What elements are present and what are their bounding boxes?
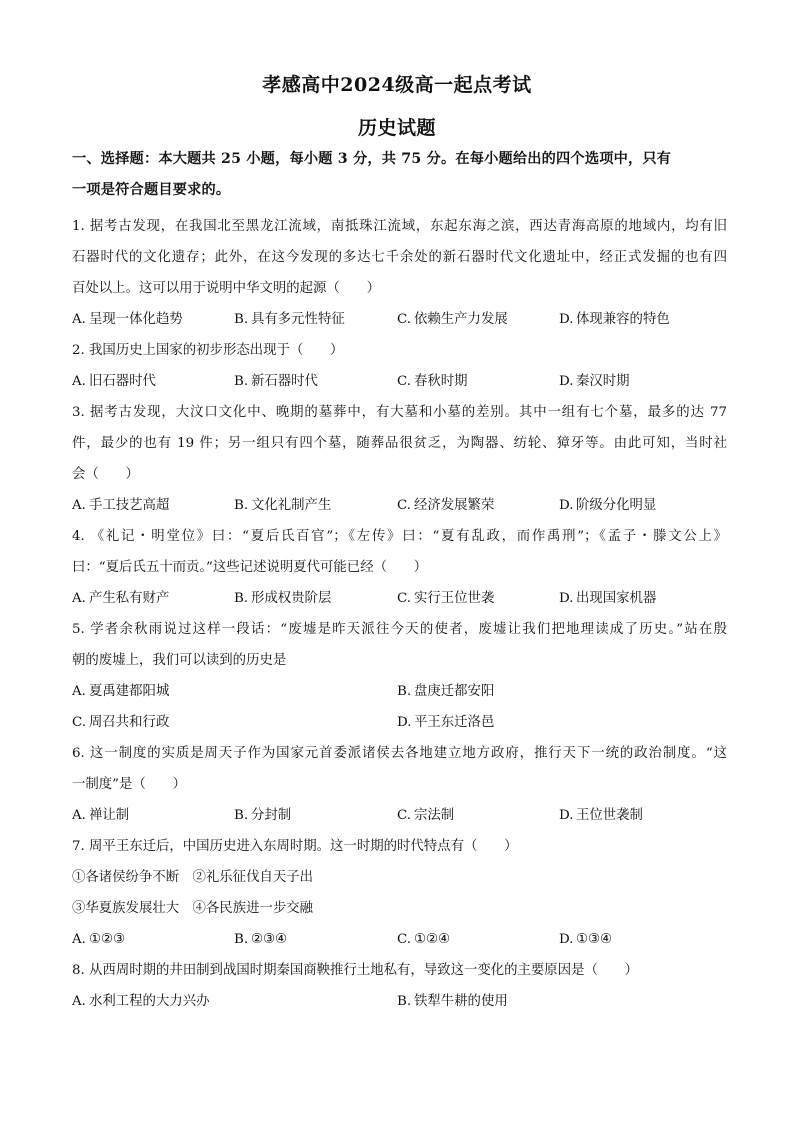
q1-stem-line-1: 1. 据考古发现，在我国北至黑龙江流域，南抵珠江流域，东起东海之滨，西达青海高原的地域内，均有旧 [72, 219, 727, 234]
q1-option-b [234, 310, 345, 330]
q6-option-d-text: 王位世袭制 [576, 808, 643, 823]
q4-option-a-text: 产生私有财产 [89, 591, 170, 606]
q3-option-d-text: 阶级分化明显 [576, 498, 657, 513]
exam-title: 孝感高中2024级高一起点考试 [262, 74, 532, 96]
q2-option-b-letter: B. [234, 374, 249, 389]
q7-option-a-letter: A. [72, 932, 86, 947]
q4-option-c [397, 589, 494, 609]
q6-option-a [72, 806, 129, 826]
q7-statements-line-2: ③华夏族发展壮大 ④各民族进一步交融 [72, 901, 314, 916]
q3-option-c-text: 经济发展繁荣 [414, 498, 495, 513]
q5-stem-line-1: 5. 学者余秋雨说过这样一段话：“废墟是昨天派往今天的使者，废墟让我们把地理读成了历史。”站在殷 [72, 622, 727, 637]
q8-option-a [72, 992, 210, 1012]
q7-option-b [234, 930, 287, 950]
q2-option-b [234, 372, 318, 392]
q8-option-a-letter: A. [72, 994, 86, 1009]
q5-option-b [397, 682, 494, 702]
q5-option-d [397, 713, 494, 733]
q1-option-d [559, 310, 670, 330]
q4-option-a [72, 589, 169, 609]
q5-option-a-text: 夏禹建都阳城 [89, 684, 170, 699]
q6-option-c-letter: C. [397, 808, 412, 823]
q1-option-c [397, 310, 508, 330]
q1-option-a [72, 310, 183, 330]
q3-option-b-letter: B. [234, 498, 249, 513]
q8-option-a-text: 水利工程的大力兴办 [89, 994, 210, 1009]
q7-option-b-letter: B. [234, 932, 249, 947]
q1-option-d-text: 体现兼容的特色 [576, 312, 670, 327]
q4-option-b-letter: B. [234, 591, 249, 606]
q1-option-a-letter: A. [72, 312, 86, 327]
q4-option-d-letter: D. [559, 591, 574, 606]
q4-option-b-text: 形成权贵阶层 [251, 591, 332, 606]
q2-option-a-letter: A. [72, 374, 86, 389]
q3-option-b [234, 496, 331, 516]
exam-subject: 历史试题 [357, 117, 436, 139]
q6-option-b-text: 分封制 [251, 808, 292, 823]
q3-option-c-letter: C. [397, 498, 412, 513]
q7-option-c-letter: C. [397, 932, 412, 947]
section-instructions-line-1: 一、选择题：本大题共 25 小题，每小题 3 分，共 75 分。在每小题给出的四个选项中，只有 [72, 151, 672, 167]
q2-option-a-text: 旧石器时代 [89, 374, 156, 389]
q5-option-a [72, 682, 169, 702]
q6-stem-line-2: 一制度”是（ ） [72, 777, 186, 792]
q7-option-a [72, 930, 125, 950]
q4-option-d [559, 589, 656, 609]
q5-option-b-letter: B. [397, 684, 412, 699]
q4-option-c-text: 实行王位世袭 [414, 591, 495, 606]
q1-option-d-letter: D. [559, 312, 574, 327]
q7-option-d [559, 930, 612, 950]
q1-option-c-letter: C. [397, 312, 412, 327]
q5-option-a-letter: A. [72, 684, 86, 699]
q1-stem-line-2: 石器时代的文化遗存；此外，在这今发现的多达七千余处的新石器时代文化遗址中，经正式发掘的也有四 [72, 250, 727, 265]
q2-option-d-letter: D. [559, 374, 574, 389]
q5-option-c [72, 713, 169, 733]
q6-option-b [234, 806, 291, 826]
q3-option-c [397, 496, 494, 516]
q7-option-a-text: ①②③ [89, 932, 126, 947]
q7-stem-line-1: 7. 周平王东迁后，中国历史进入东周时期。这一时期的时代特点有（ ） [72, 839, 518, 854]
q4-option-b [234, 589, 331, 609]
q2-stem-line-1: 2. 我国历史上国家的初步形态出现于（ ） [72, 343, 344, 358]
q3-option-a-letter: A. [72, 498, 86, 513]
q4-option-a-letter: A. [72, 591, 86, 606]
q6-option-a-letter: A. [72, 808, 86, 823]
q2-option-d [559, 372, 630, 392]
q6-option-d-letter: D. [559, 808, 574, 823]
q5-stem-line-2: 朝的废墟上，我们可以读到的历史是 [72, 653, 287, 668]
q3-option-d-letter: D. [559, 498, 574, 513]
q5-option-c-letter: C. [72, 715, 87, 730]
q7-option-d-text: ①③④ [576, 932, 613, 947]
q2-option-c [397, 372, 468, 392]
section-instructions-line-2: 一项是符合题目要求的。 [72, 182, 231, 198]
q2-option-d-text: 秦汉时期 [576, 374, 630, 389]
q1-option-b-text: 具有多元性特征 [251, 312, 345, 327]
q5-option-c-text: 周召共和行政 [89, 715, 170, 730]
q5-option-d-letter: D. [397, 715, 412, 730]
q8-option-b-letter: B. [397, 994, 412, 1009]
q5-option-d-text: 平王东迁洛邑 [414, 715, 495, 730]
q3-option-a-text: 手工技艺高超 [89, 498, 170, 513]
q2-option-b-text: 新石器时代 [251, 374, 318, 389]
q3-option-a [72, 496, 169, 516]
q2-option-a [72, 372, 156, 392]
q2-option-c-text: 春秋时期 [414, 374, 468, 389]
q1-stem-line-3: 百处以上。这可以用于说明中华文明的起源（ ） [72, 281, 380, 296]
q3-stem-line-2: 件，最少的也有 19 件；另一组只有四个墓，随葬品很贫乏，为陶器、纺轮、獐牙等。由此可知，当时社 [72, 436, 727, 451]
q6-option-d [559, 806, 643, 826]
q6-stem-line-1: 6. 这一制度的实质是周天子作为国家元首委派诸侯去各地建立地方政府，推行天下一统的政治制度。“这 [72, 746, 727, 761]
q4-option-c-letter: C. [397, 591, 412, 606]
q6-option-c [397, 806, 454, 826]
q8-option-b-text: 铁犁牛耕的使用 [414, 994, 508, 1009]
q5-option-b-text: 盘庚迁都安阳 [414, 684, 495, 699]
q2-option-c-letter: C. [397, 374, 412, 389]
q7-option-c-text: ①②④ [414, 932, 451, 947]
q4-stem-line-1: 4. 《礼记・明堂位》曰：“夏后氏百官”；《左传》曰：“夏有乱政，而作禹刑”；《孟子・滕文公上》 [72, 529, 727, 544]
q6-option-a-text: 禅让制 [89, 808, 130, 823]
q4-stem-line-2: 曰：“夏后氏五十而贡。”这些记述说明夏代可能已经（ ） [72, 560, 428, 575]
q6-option-b-letter: B. [234, 808, 249, 823]
q3-option-d [559, 496, 656, 516]
q4-option-d-text: 出现国家机器 [576, 591, 657, 606]
q7-option-d-letter: D. [559, 932, 574, 947]
q8-stem-line-1: 8. 从西周时期的井田制到战国时期秦国商鞅推行土地私有，导致这一变化的主要原因是（ ） [72, 963, 639, 978]
q1-option-b-letter: B. [234, 312, 249, 327]
q8-option-b [397, 992, 508, 1012]
q1-option-a-text: 呈现一体化趋势 [89, 312, 183, 327]
q7-statements-line-1: ①各诸侯纷争不断 ②礼乐征伐自天子出 [72, 870, 314, 885]
q6-option-c-text: 宗法制 [414, 808, 455, 823]
q7-option-c [397, 930, 450, 950]
q3-stem-line-3: 会（ ） [72, 467, 139, 482]
q3-option-b-text: 文化礼制产生 [251, 498, 332, 513]
q1-option-c-text: 依赖生产力发展 [414, 312, 508, 327]
q7-option-b-text: ②③④ [251, 932, 288, 947]
q3-stem-line-1: 3. 据考古发现，大汶口文化中、晚期的墓葬中，有大墓和小墓的差别。其中一组有七个墓，最多的达 77 [72, 405, 727, 420]
